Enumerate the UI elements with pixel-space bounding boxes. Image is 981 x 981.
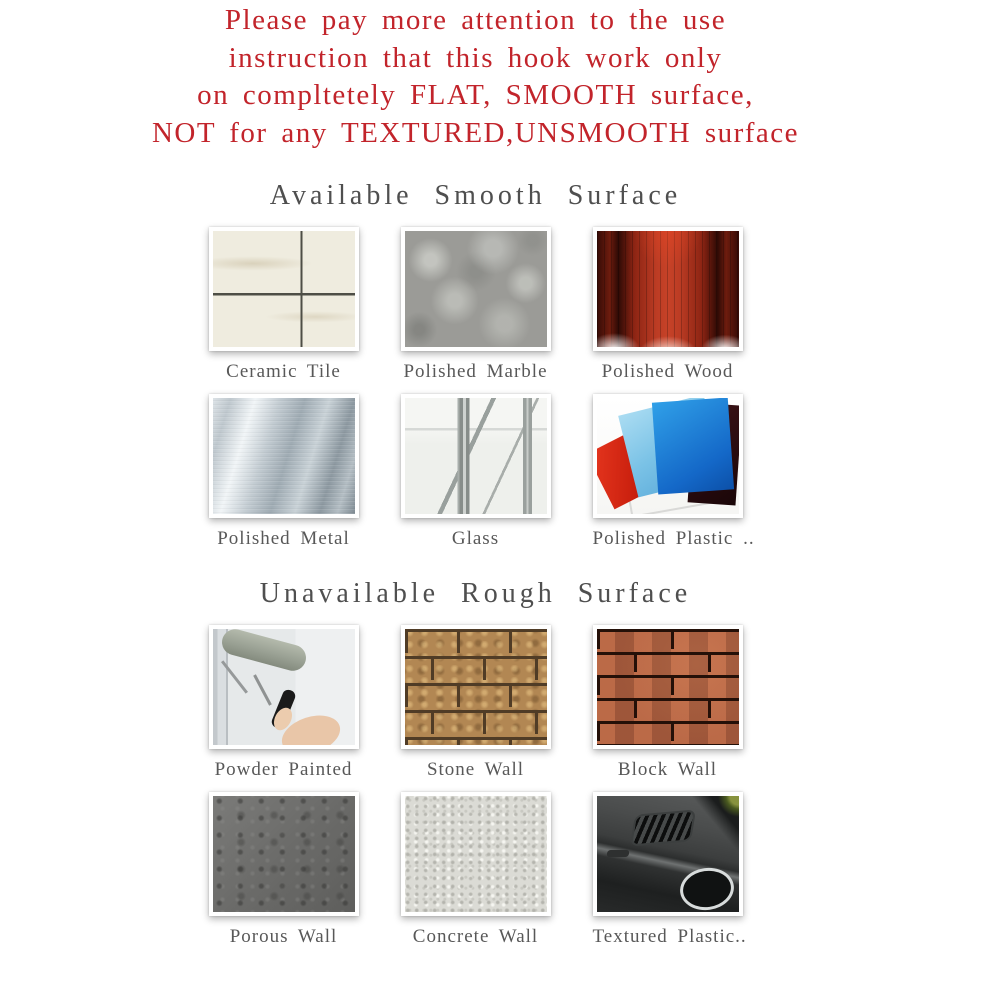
dashboard-emblem bbox=[606, 850, 629, 857]
dashboard-vent bbox=[629, 809, 695, 846]
round-air-vent bbox=[677, 864, 736, 913]
surface-card-block-wall bbox=[593, 625, 743, 781]
warning-line: NOT for any TEXTURED,UNSMOOTH surface bbox=[151, 116, 800, 149]
surface-label: Powder Painted bbox=[214, 759, 353, 780]
section-title-unavailable: Unavailable Rough Surface bbox=[259, 578, 692, 609]
surface-label: Textured Plastic.. bbox=[592, 926, 747, 947]
stone-wall-image bbox=[401, 625, 551, 749]
surface-label: Polished Wood bbox=[601, 361, 734, 382]
textured-plastic-image bbox=[593, 792, 743, 916]
warning-line: instruction that this hook work only bbox=[228, 41, 723, 74]
roller-frame bbox=[253, 674, 272, 705]
section-title-available: Available Smooth Surface bbox=[269, 180, 682, 211]
surface-card-powder-painted bbox=[209, 625, 359, 781]
surface-card-polished-metal bbox=[209, 394, 359, 550]
ceramic-tile-image bbox=[209, 227, 359, 351]
warning-line: on compltetely FLAT, SMOOTH surface, bbox=[197, 79, 754, 111]
surface-label: Glass bbox=[451, 528, 500, 549]
surface-card-glass bbox=[401, 394, 551, 550]
surface-label: Polished Marble bbox=[403, 361, 548, 382]
rough-surface-grid bbox=[0, 625, 951, 948]
concrete-wall-image bbox=[401, 792, 551, 916]
polished-wood-image bbox=[593, 227, 743, 351]
surface-card-concrete-wall bbox=[401, 792, 551, 948]
surface-card-ceramic-tile bbox=[209, 227, 359, 383]
surface-label: Polished Metal bbox=[217, 528, 350, 549]
polished-plastic-image bbox=[593, 394, 743, 518]
surface-card-stone-wall bbox=[401, 625, 551, 781]
polished-marble-image bbox=[401, 227, 551, 351]
paint-roller bbox=[219, 626, 309, 673]
smooth-surface-grid bbox=[0, 227, 951, 550]
powder-painted-image bbox=[209, 625, 359, 749]
surface-card-polished-wood bbox=[593, 227, 743, 383]
surface-label: Concrete Wall bbox=[412, 926, 539, 947]
surface-card-polished-plastic bbox=[592, 394, 755, 550]
surface-label: Porous Wall bbox=[229, 926, 338, 947]
warning-text bbox=[0, 2, 951, 152]
block-wall-image bbox=[593, 625, 743, 749]
polished-metal-image bbox=[209, 394, 359, 518]
surface-label: Block Wall bbox=[617, 759, 718, 780]
surface-label: Polished Plastic .. bbox=[592, 528, 755, 549]
plastic-sheet-blue bbox=[651, 397, 733, 494]
porous-wall-image bbox=[209, 792, 359, 916]
surface-label: Stone Wall bbox=[426, 759, 525, 780]
glass-image bbox=[401, 394, 551, 518]
surface-label: Ceramic Tile bbox=[226, 361, 341, 382]
surface-card-polished-marble bbox=[401, 227, 551, 383]
roller-frame bbox=[221, 660, 248, 693]
surface-card-porous-wall bbox=[209, 792, 359, 948]
surface-card-textured-plastic bbox=[592, 792, 747, 948]
warning-line: Please pay more attention to the use bbox=[224, 4, 727, 36]
